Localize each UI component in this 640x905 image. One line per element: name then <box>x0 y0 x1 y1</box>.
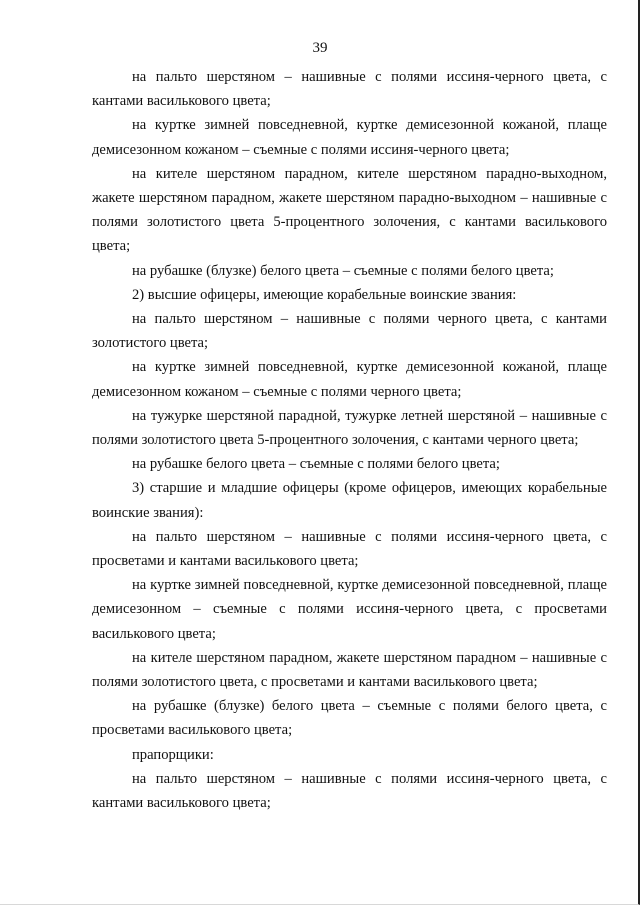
paragraph: на пальто шерстяном – нашивные с полями иссиня-черного цвета, с кантами василькового цвета; <box>92 770 607 812</box>
paragraph: на пальто шерстяном – нашивные с полями черного цвета, с кантами золотистого цвета; <box>92 311 607 352</box>
paragraph: на тужурке шерстяной парадной, тужурке летней шерстяной – нашивные с полями золотистого цвета 5-процентного золочения, с кантами черного цвета; <box>92 407 607 449</box>
paragraph: на кителе шерстяном парадном, жакете шерстяном парадном – нашивные с полями золотистого цвета, с просветами и кантами василькового цвета; <box>92 649 607 691</box>
paragraph: прапорщики: <box>132 746 214 763</box>
page-number: 39 <box>312 40 328 56</box>
paragraph: 2) высшие офицеры, имеющие корабельные воинские звания: <box>132 286 517 303</box>
paragraph: на пальто шерстяном – нашивные с полями иссиня-черного цвета, с просветами и кантами василькового цвета; <box>92 528 607 570</box>
paragraph: на рубашке (блузке) белого цвета – съемные с полями белого цвета, с просветами василькового цвета; <box>92 698 607 739</box>
paragraph: на кителе шерстяном парадном, кителе шерстяном парадно-выходном, жакете шерстяном парадном, жакете шерстяном парадно-выходном – нашивные с полями золотистого цвета 5-процентного золочения, с кантами василькового цвета; <box>92 165 607 255</box>
document-body <box>92 65 607 815</box>
paragraph: 3) старшие и младшие офицеры (кроме офицеров, имеющих корабельные воинские звания): <box>92 480 607 521</box>
paragraph: на куртке зимней повседневной, куртке демисезонной кожаной, плаще демисезонном кожаном – съемные с полями черного цвета; <box>92 359 607 400</box>
paragraph: на рубашке белого цвета – съемные с полями белого цвета; <box>132 456 500 473</box>
paragraph: на куртке зимней повседневной, куртке демисезонной повседневной, плаще демисезонном – съемные с полями иссиня-черного цвета, с просветами василькового цвета; <box>92 577 607 642</box>
paragraph: на пальто шерстяном – нашивные с полями иссиня-черного цвета, с кантами василькового цвета; <box>92 69 607 110</box>
paragraph: на куртке зимней повседневной, куртке демисезонной кожаной, плаще демисезонном кожаном – съемные с полями иссиня-черного цвета; <box>92 117 607 158</box>
paragraph: на рубашке (блузке) белого цвета – съемные с полями белого цвета; <box>132 262 554 279</box>
